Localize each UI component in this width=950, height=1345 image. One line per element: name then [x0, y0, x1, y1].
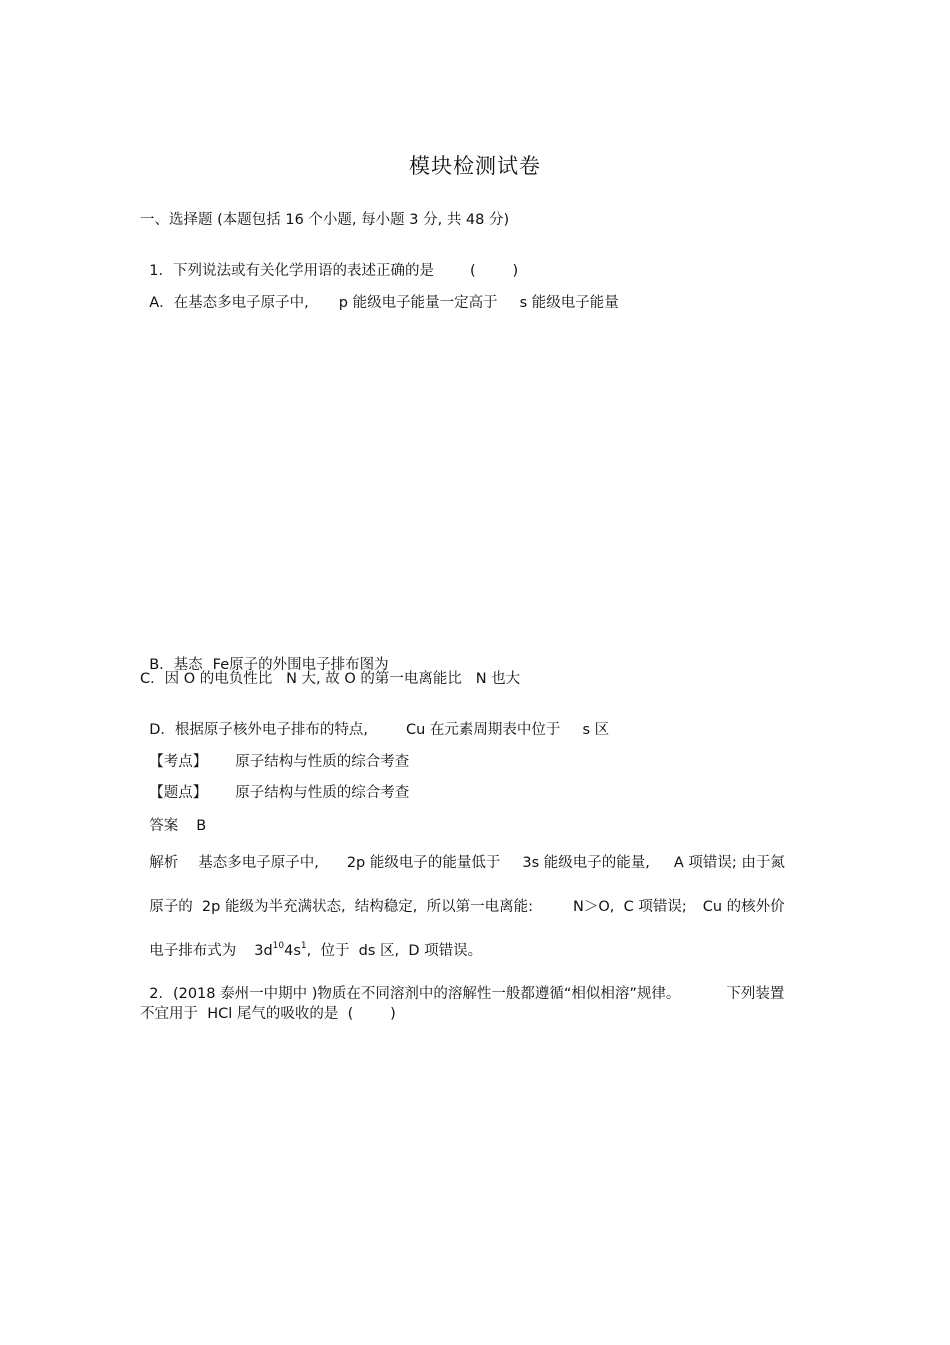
answer [140, 799, 206, 835]
analysis-line-1 [140, 836, 785, 872]
question-2-text-end: 下列装置 [726, 986, 785, 1002]
option-a-mid: p 能级电子能量一定高于 [338, 295, 498, 311]
section-header: 一、选择题 (本题包括 16 个小题, 每小题 3 分, 共 48 分) [140, 212, 510, 228]
answer-bracket: ( ) [469, 263, 519, 279]
analysis-1c: 3s 能级电子的能量, [522, 855, 650, 871]
option-d [140, 703, 609, 739]
electron-config-4s: 4s [284, 943, 301, 959]
question-2-line-2: 不宜用于 HCl 尾气的吸收的是 ( ) [140, 1006, 396, 1022]
kaodian-label: 【考点】 [149, 754, 208, 770]
option-d-mid: Cu 在元素周期表中位于 [406, 722, 561, 738]
analysis-2a: 原子的 2p 能级为半充满状态, 结构稳定, 所以第一电离能: [149, 899, 534, 915]
analysis-3a: 电子排布式为 [149, 943, 237, 959]
option-a [140, 276, 619, 312]
analysis-1b: 2p 能级电子的能量低于 [346, 855, 501, 871]
tidian-text: 原子结构与性质的综合考查 [235, 785, 410, 801]
question-1-stem [140, 244, 518, 280]
analysis-line-2 [140, 880, 785, 916]
page-title: 模块检测试卷 [409, 154, 541, 178]
answer-label: 答案 [149, 818, 179, 834]
analysis-1d: A 项错误; 由于氮 [673, 855, 785, 871]
tidian-label: 【题点】 [149, 785, 208, 801]
question-1-text: 1．下列说法或有关化学用语的表述正确的是 [149, 263, 434, 279]
analysis-line-3 [140, 924, 482, 960]
answer-value: B [196, 818, 207, 834]
option-a-end: s 能级电子能量 [519, 295, 619, 311]
option-d-end: s 区 [582, 722, 610, 738]
kaodian-text: 原子结构与性质的综合考查 [235, 754, 410, 770]
superscript-10: 10 [272, 941, 285, 951]
analysis-1a: 基态多电子原子中, [198, 855, 319, 871]
option-a-prefix: A．在基态多电子原子中, [149, 295, 309, 311]
superscript-1: 1 [300, 941, 307, 951]
question-2-text: 2．(2018 泰州一中期中 )物质在不同溶剂中的溶解性一般都遵循“相似相溶”规律。 [149, 986, 681, 1002]
option-b-prefix: B．基态 [149, 657, 203, 673]
analysis-label: 解析 [149, 855, 179, 871]
option-b-rest: Fe原子的外围电子排布图为 [212, 657, 389, 673]
option-d-prefix: D．根据原子核外电子排布的特点, [149, 722, 368, 738]
analysis-3b: , 位于 ds 区, D 项错误。 [306, 943, 483, 959]
option-c: C．因 O 的电负性比 N 大, 故 O 的第一电离能比 N 也大 [140, 671, 521, 687]
analysis-2c: Cu 的核外价 [702, 899, 785, 915]
option-b [140, 638, 389, 674]
electron-config-3d: 3d [254, 943, 273, 959]
question-2-line-1 [140, 967, 784, 1003]
tidian [140, 766, 409, 802]
analysis-2b: N＞O, C 项错误; [573, 899, 687, 915]
